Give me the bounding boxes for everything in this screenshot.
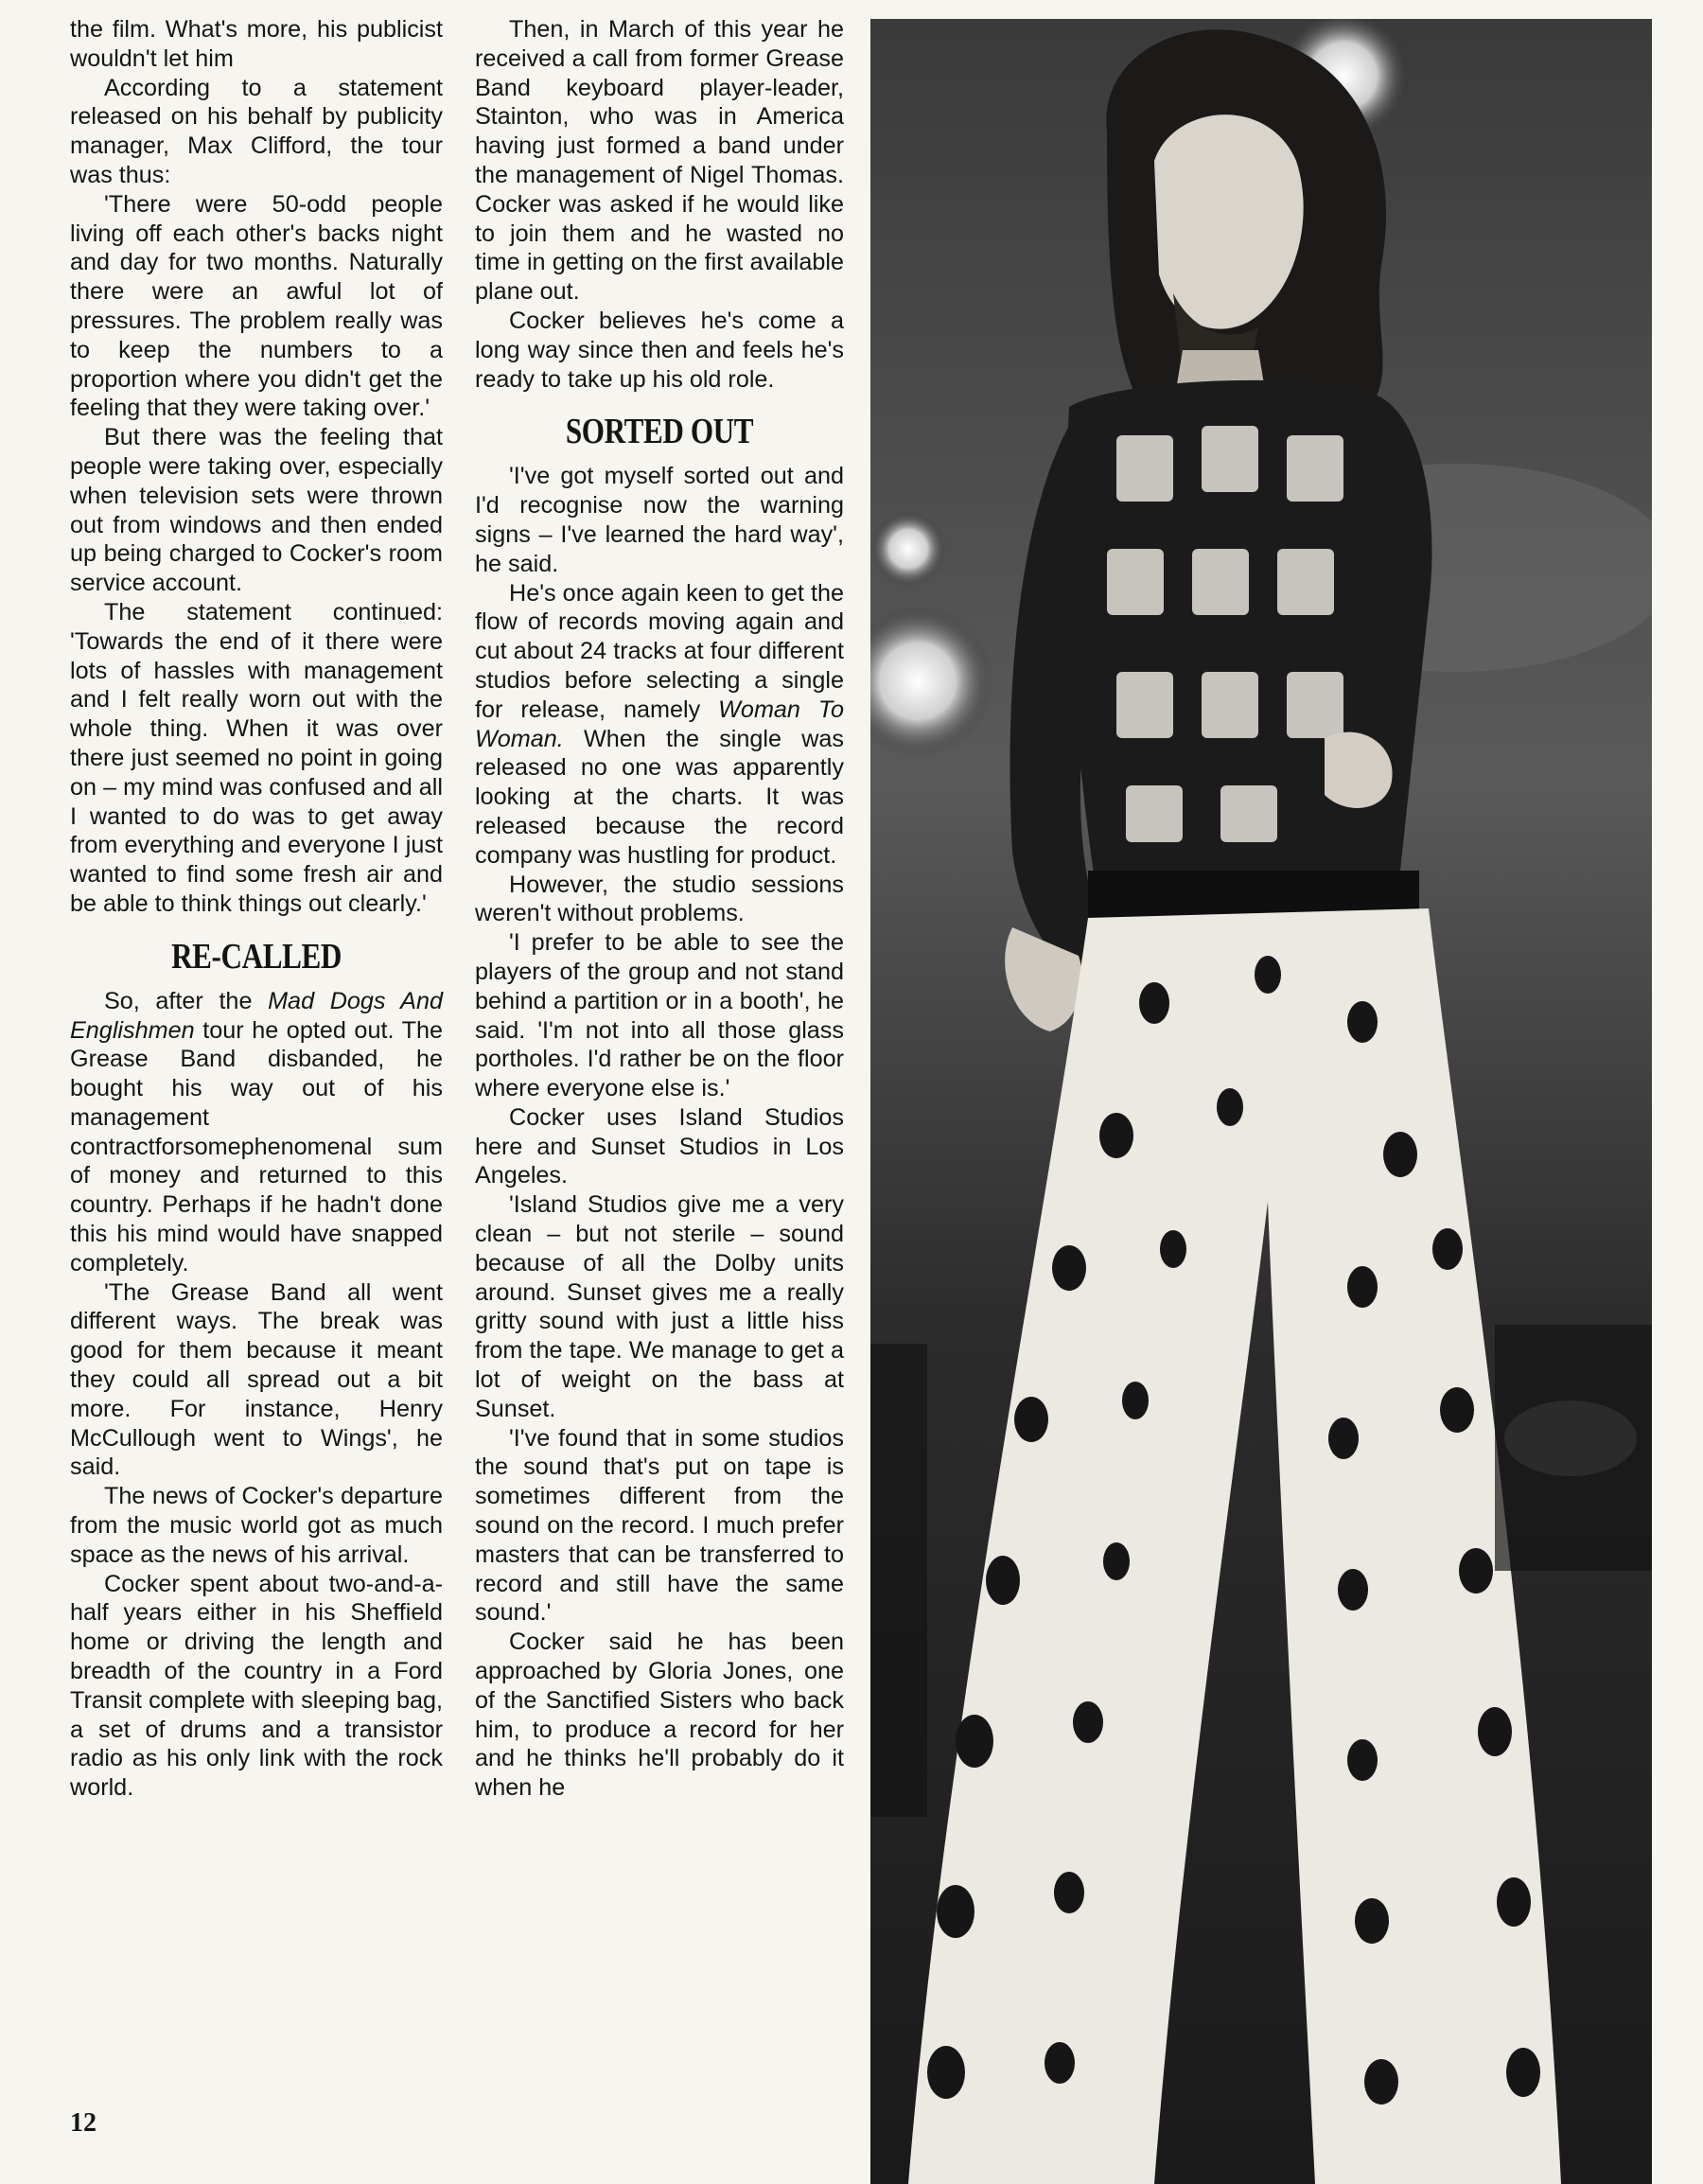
subheading-sorted-out: SORTED OUT xyxy=(565,412,754,452)
article-column-1 xyxy=(70,15,443,1803)
italic-title: Woman To Woman. xyxy=(475,696,844,752)
paragraph: 'I've found that in some studios the sound that's put on tape is sometimes different from the sound on the record. I much prefer masters that can be transferred to record and still have the same sound.' xyxy=(475,1424,844,1627)
italic-title: Mad Dogs And Englishmen xyxy=(70,987,443,1044)
paragraph: But there was the feeling that people were taking over, especially when television sets were thrown out from windows and then ended up being charged to Cocker's room service account. xyxy=(70,424,443,597)
paragraph: the film. What's more, his publicist wouldn't let him xyxy=(70,16,443,72)
paragraph: The statement continued: 'Towards the end of it there were lots of hassles with management and I felt really worn out with the whole thing. When it was over there just seemed no point in going on – my mind was confused and all I wanted to do was to get away from everything and everyone I just wanted to find some fresh air and be able to think things out clearly.' xyxy=(70,598,443,917)
paragraph: 'I've got myself sorted out and I'd recognise now the warning signs – I've learned the hard way', he said. xyxy=(475,463,844,577)
text-run: When the single was released no one was apparently looking at the charts. It was released because the record company was hustling for product. xyxy=(475,725,844,869)
page-number: 12 xyxy=(70,2108,97,2138)
paragraph: 'I prefer to be able to see the players of the group and not stand behind a partition or in a booth', he said. 'I'm not into all those glass portholes. I'd rather be on the floor where everyone else is.' xyxy=(475,929,844,1102)
paragraph: Cocker spent about two-and-a-half years either in his Sheffield home or driving the length and breadth of the country in a Ford Transit complete with sleeping bag, a set of drums and a transistor radio as his only link with the rock world. xyxy=(70,1570,443,1802)
paragraph: According to a statement released on his behalf by publicity manager, Max Clifford, the tour was thus: xyxy=(70,74,443,188)
paragraph: 'Island Studios give me a very clean – but not sterile – sound because of all the Dolby units around. Sunset gives me a really gritty sound with just a little hiss from the tape. We manage to get a lot of weight on the bass at Sunset. xyxy=(475,1191,844,1422)
article-column-2 xyxy=(475,15,844,1803)
paragraph: Cocker said he has been approached by Gloria Jones, one of the Sanctified Sisters who back him, to produce a record for her and he thinks he'll probably do it when he xyxy=(475,1629,844,1802)
paragraph: Cocker uses Island Studios here and Sunset Studios in Los Angeles. xyxy=(475,1103,844,1189)
paragraph: 'The Grease Band all went different ways. The break was good for them because it meant they could all spread out a bit more. For instance, Henry McCullough went to Wings', he said. xyxy=(70,1278,443,1481)
text-run: tour he opted out. The Grease Band disbanded, he bought his way out of his management contractforsomephenomenal sum of money and returned to this country. Perhaps if he hadn't done this his mind would have snapped completely. xyxy=(70,1016,443,1277)
paragraph: Cocker believes he's come a long way since then and feels he's ready to take up his old role. xyxy=(475,307,844,393)
paragraph xyxy=(70,987,443,1278)
paragraph: However, the studio sessions weren't without problems. xyxy=(475,871,844,927)
performer-photo xyxy=(870,19,1652,2184)
text-run: So, after the xyxy=(104,987,269,1014)
paragraph: 'There were 50-odd people living off each other's backs night and day for two months. Naturally there were an awful lot of pressures. The problem really was to keep the numbers to a proportion where you didn't get the feeling that they were taking over.' xyxy=(70,190,443,422)
paragraph: The news of Cocker's departure from the music world got as much space as the news of his arrival. xyxy=(70,1483,443,1568)
text-run: He's once again keen to get the flow of records moving again and cut about 24 tracks at four different studios before selecting a single for release, namely xyxy=(475,579,844,723)
paragraph: Then, in March of this year he received a call from former Grease Band keyboard player-leader, Stainton, who was in America having just formed a band under the management of Nigel Thomas. Cocker was asked if he would like to join them and he wasted no time in getting on the first available plane out. xyxy=(475,16,844,306)
subheading-re-called: RE-CALLED xyxy=(171,936,342,977)
paragraph xyxy=(475,579,844,871)
